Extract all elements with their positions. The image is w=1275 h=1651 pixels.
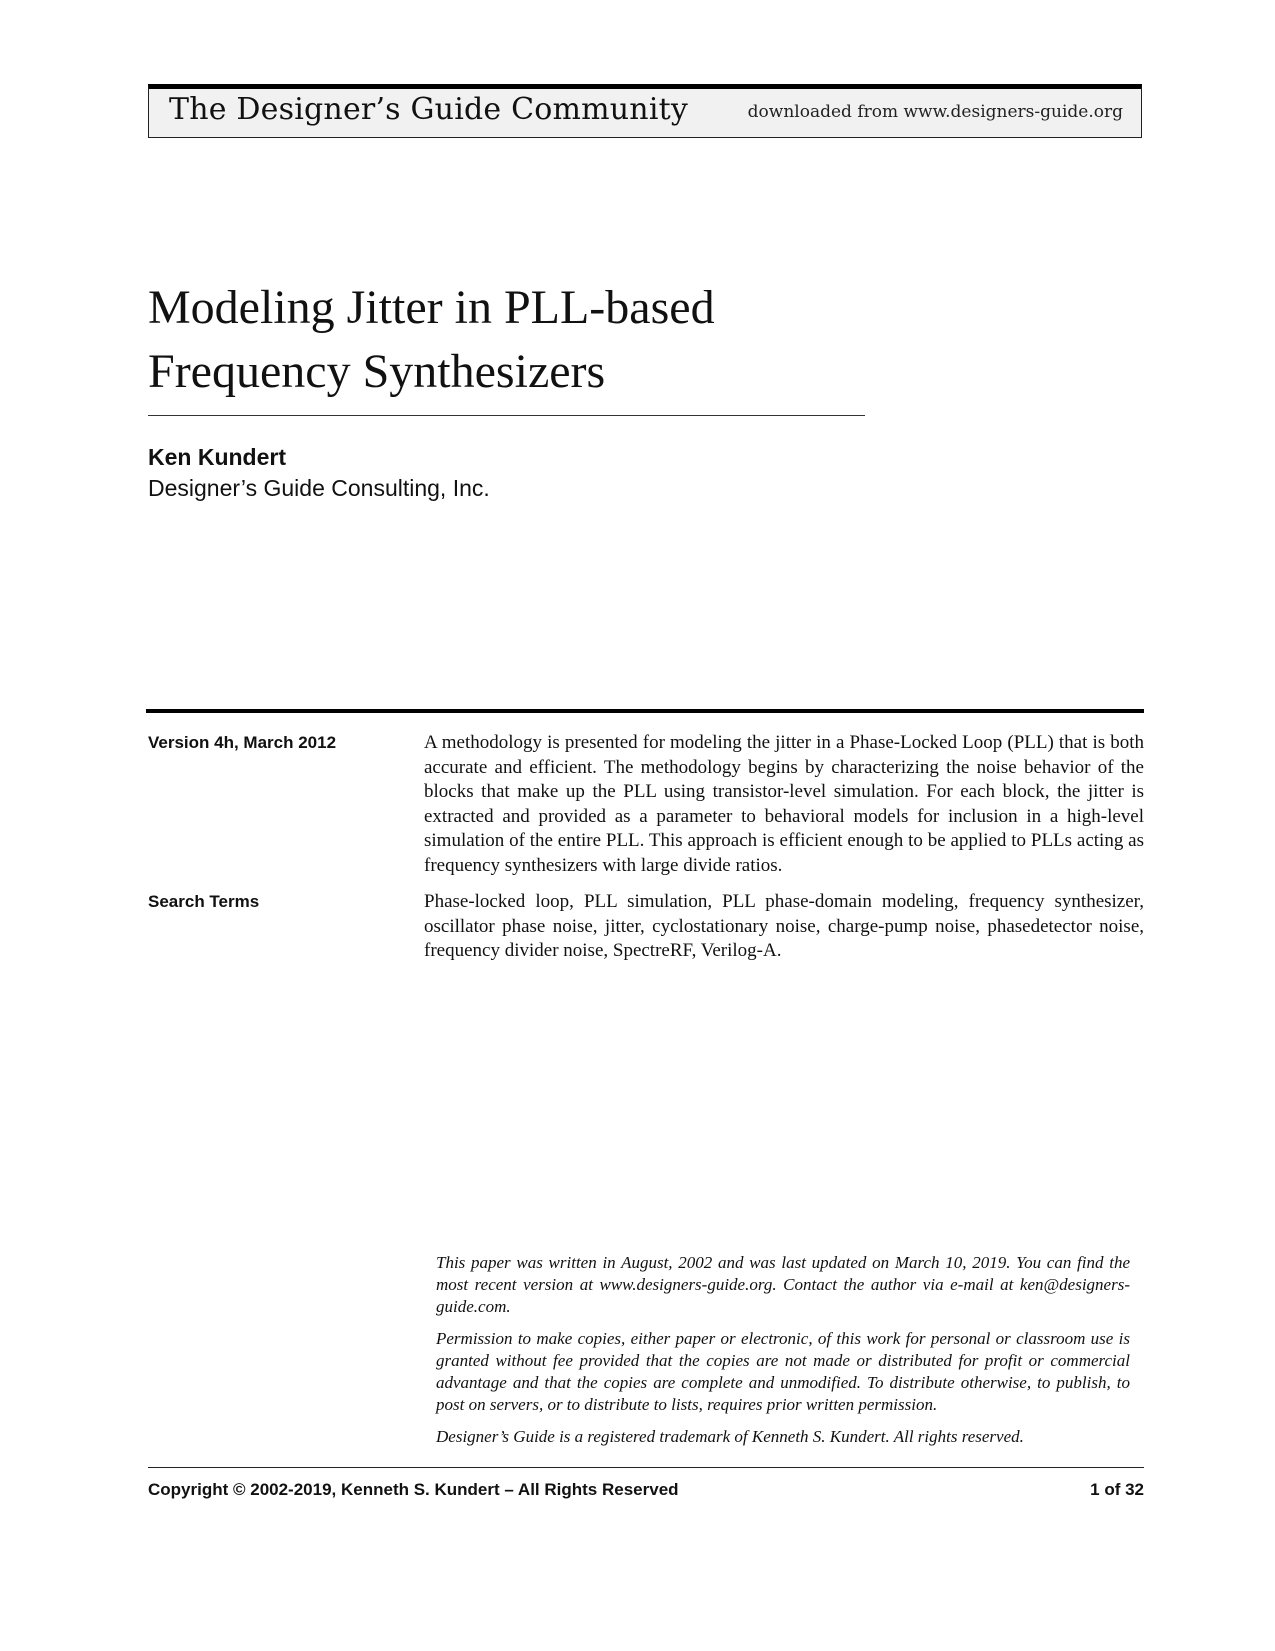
document-title: [148, 276, 908, 404]
version-label: Version 4h, March 2012: [148, 733, 337, 752]
title-divider: [148, 415, 865, 416]
site-banner: [148, 84, 1142, 138]
banner-community-title: The Designer’s Guide Community: [169, 92, 689, 127]
author-affiliation: Designer’s Guide Consulting, Inc.: [148, 475, 490, 501]
abstract-divider: [146, 709, 1144, 713]
page-number: 1 of 32: [1090, 1480, 1144, 1499]
publication-notes: [436, 1252, 1130, 1458]
history-note: This paper was written in August, 2002 and was last updated on March 10, 2019. You can find the most recent version at www.designers-guide.org. Contact the author via e-mail at ken@designers-guide.com.: [436, 1253, 1130, 1316]
permission-note: Permission to make copies, either paper or electronic, of this work for personal or classroom use is granted without fee provided that the copies are not made or distributed for profit or commercial advantage and that the copies are complete and unmodified. To distribute otherwise, to publish, to post on servers, or to distribute to lists, requires prior written permission.: [436, 1329, 1130, 1414]
search-terms-label: Search Terms: [148, 892, 260, 911]
trademark-note: Designer’s Guide is a registered trademark of Kenneth S. Kundert. All rights reserved.: [436, 1427, 1024, 1446]
banner-source-url: downloaded from www.designers-guide.org: [747, 102, 1123, 122]
title-line-1: Modeling Jitter in PLL-based: [148, 281, 715, 334]
abstract-text: A methodology is presented for modeling the jitter in a Phase-Locked Loop (PLL) that is both accurate and efficient. The methodology begins by characterizing the noise behavior of the blocks that make up the PLL using transistor-level simulation. For each block, the jitter is extracted and provided as a parameter to behavioral models for inclusion in a high-level simulation of the entire PLL. This approach is efficient enough to be applied to PLLs acting as frequency synthesizers with large divide ratios.: [424, 732, 1144, 876]
footer-divider: [148, 1467, 1144, 1468]
footer-copyright: Copyright © 2002-2019, Kenneth S. Kundert – All Rights Reserved: [148, 1480, 679, 1499]
author-name: Ken Kundert: [148, 444, 286, 470]
title-line-2: Frequency Synthesizers: [148, 345, 606, 398]
search-terms-text: Phase-locked loop, PLL simulation, PLL phase-domain modeling, frequency synthesizer, oscillator phase noise, jitter, cyclostationary noise, charge-pump noise, phasedetector noise, frequency divider noise, SpectreRF, Verilog-A.: [424, 891, 1144, 962]
